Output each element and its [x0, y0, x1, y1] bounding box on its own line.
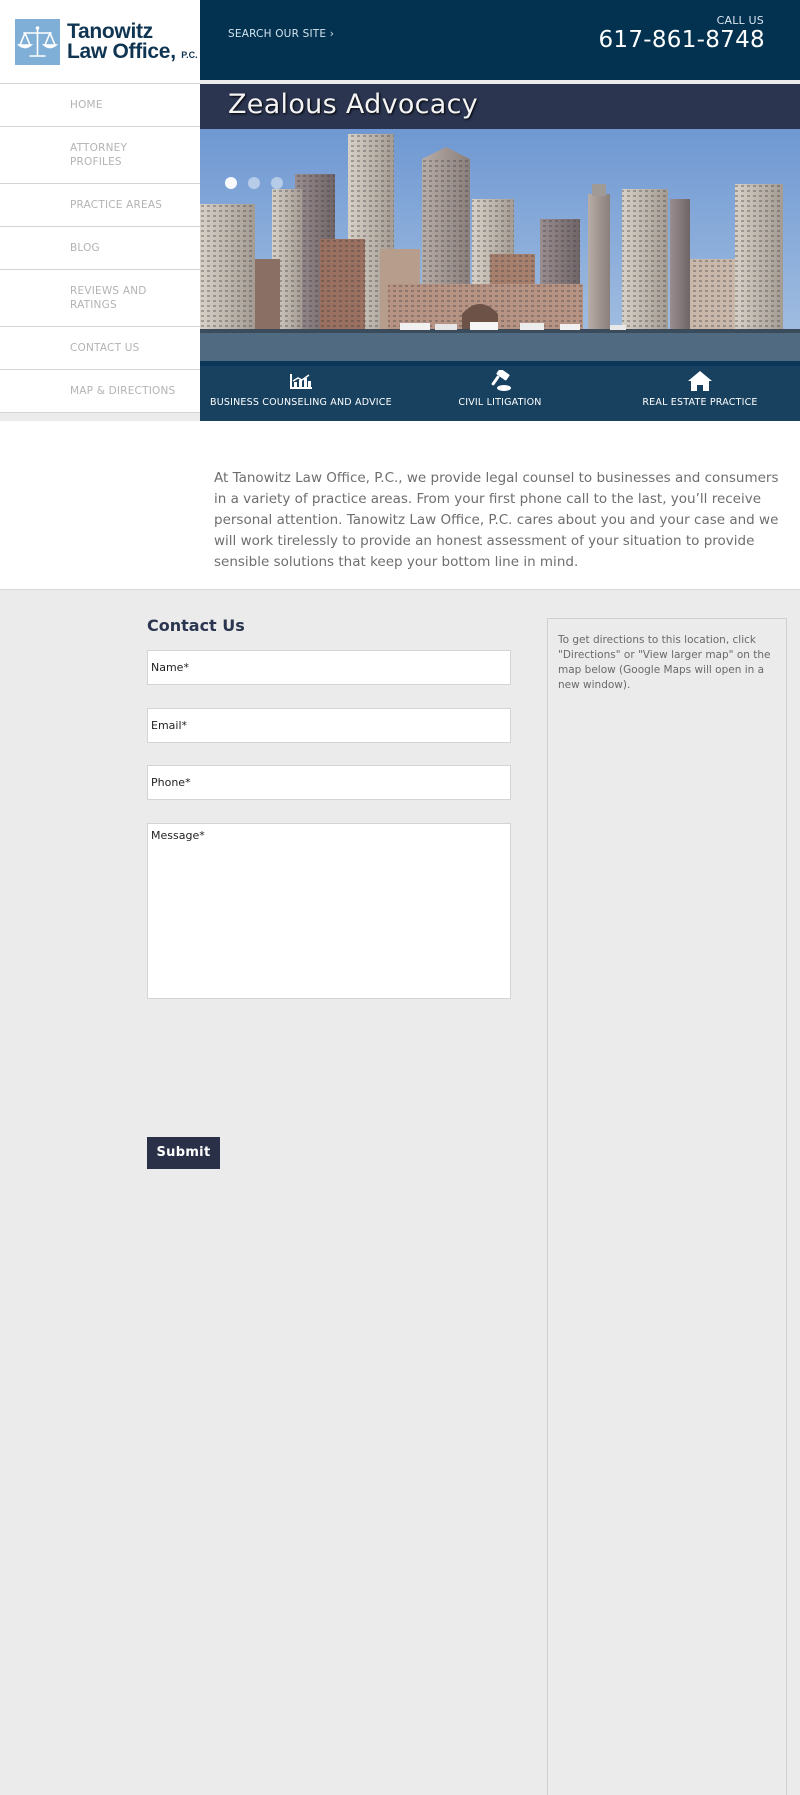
email-field[interactable]: Email*	[147, 708, 511, 743]
city-skyline-image	[200, 129, 800, 366]
slide-dot-2[interactable]	[248, 177, 260, 189]
nav-item-practice-areas[interactable]: PRACTICE AREAS	[0, 184, 200, 227]
logo-line-2: Law Office,	[67, 40, 176, 63]
map-panel	[547, 618, 787, 1795]
nav-item-map-directions[interactable]: MAP & DIRECTIONS	[0, 370, 200, 413]
intro-paragraph: At Tanowitz Law Office, P.C., we provide legal counsel to businesses and consumers in a variety of practice areas. From your first phone call to the last, you’ll receive personal attention. Tanowitz Law Office, P.C. cares about you and your case and we will work tirelessly to provide an honest assessment of your situation to provide sensible solutions that keep your bottom line in mind.	[214, 470, 779, 570]
nav-item-attorney-profiles[interactable]: ATTORNEY PROFILES	[0, 127, 200, 184]
intro-section	[0, 421, 800, 590]
house-icon	[687, 370, 713, 392]
logo-text	[67, 22, 198, 65]
hero-title-bar	[200, 84, 800, 129]
practice-areas-bar	[200, 361, 800, 421]
nav-item-contact-us[interactable]: CONTACT US	[0, 327, 200, 370]
practice-label: CIVIL LITIGATION	[458, 397, 542, 408]
hero-title: Zealous Advocacy	[228, 89, 479, 120]
call-us-label: CALL US	[716, 14, 764, 27]
logo[interactable]	[0, 0, 200, 84]
scales-of-justice-icon	[15, 19, 60, 65]
practice-business-counseling[interactable]	[210, 361, 390, 421]
nav-item-reviews-and-ratings[interactable]: REVIEWS AND RATINGS	[0, 270, 200, 327]
chart-icon	[287, 370, 313, 392]
header-band	[200, 0, 800, 80]
slide-indicators	[225, 177, 283, 189]
practice-label: REAL ESTATE PRACTICE	[642, 397, 758, 408]
hero-slider	[200, 84, 800, 421]
nav-item-blog[interactable]: BLOG	[0, 227, 200, 270]
practice-label: BUSINESS COUNSELING AND ADVICE	[210, 397, 392, 408]
name-field[interactable]: Name*	[147, 650, 511, 685]
practice-real-estate[interactable]	[620, 361, 780, 421]
phone-number-link[interactable]: 617-861-8748	[598, 27, 765, 53]
phone-field[interactable]: Phone*	[147, 765, 511, 800]
logo-suffix: P.C.	[181, 50, 198, 60]
submit-button[interactable]: Submit	[147, 1137, 220, 1169]
contact-us-heading: Contact Us	[147, 616, 245, 635]
main-nav	[0, 84, 200, 413]
slide-dot-3[interactable]	[271, 177, 283, 189]
message-field[interactable]: Message*	[147, 823, 511, 999]
search-site-link[interactable]: SEARCH OUR SITE ›	[228, 28, 335, 40]
logo-line-1: Tanowitz	[67, 20, 153, 43]
map-directions-note: To get directions to this location, click "Directions" or "View larger map" on the map below (Google Maps will open in a new window).	[558, 634, 771, 691]
slide-dot-1[interactable]	[225, 177, 237, 189]
nav-item-home[interactable]: HOME	[0, 84, 200, 127]
gavel-icon	[487, 370, 513, 392]
practice-civil-litigation[interactable]	[425, 361, 575, 421]
